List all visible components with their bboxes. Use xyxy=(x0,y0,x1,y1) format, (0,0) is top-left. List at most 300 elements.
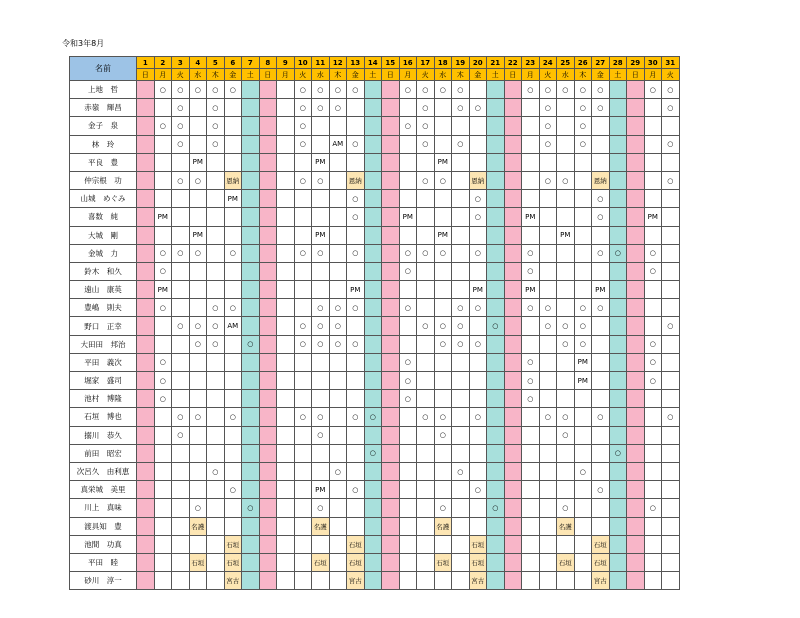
schedule-cell xyxy=(574,535,592,553)
schedule-cell xyxy=(452,390,470,408)
schedule-cell xyxy=(539,244,557,262)
schedule-cell xyxy=(277,444,295,462)
schedule-cell xyxy=(347,99,365,117)
schedule-cell xyxy=(347,372,365,390)
schedule-cell xyxy=(452,117,470,135)
schedule-cell xyxy=(434,281,452,299)
schedule-cell xyxy=(627,281,645,299)
schedule-cell xyxy=(294,517,312,535)
schedule-cell xyxy=(154,426,172,444)
schedule-cell xyxy=(504,190,522,208)
staff-row xyxy=(70,208,680,226)
schedule-cell xyxy=(574,444,592,462)
schedule-cell xyxy=(294,481,312,499)
schedule-cell: ○ xyxy=(347,135,365,153)
schedule-cell xyxy=(592,499,610,517)
schedule-cell: 宮古 xyxy=(347,572,365,590)
schedule-cell xyxy=(294,390,312,408)
schedule-cell xyxy=(259,353,277,371)
schedule-cell: ○ xyxy=(609,244,627,262)
weekday-header-cell: 金 xyxy=(592,69,610,81)
schedule-cell: ○ xyxy=(469,408,487,426)
schedule-cell xyxy=(172,153,190,171)
schedule-cell xyxy=(137,572,155,590)
date-header-cell: 23 xyxy=(522,57,540,69)
schedule-cell xyxy=(137,462,155,480)
schedule-cell xyxy=(487,372,505,390)
schedule-cell xyxy=(259,190,277,208)
schedule-cell: ○ xyxy=(452,462,470,480)
schedule-cell xyxy=(452,572,470,590)
date-header-cell: 1 xyxy=(137,57,155,69)
schedule-cell: ○ xyxy=(609,444,627,462)
schedule-cell xyxy=(574,572,592,590)
schedule-cell xyxy=(277,535,295,553)
schedule-cell xyxy=(504,535,522,553)
schedule-cell xyxy=(574,171,592,189)
staff-row xyxy=(70,335,680,353)
schedule-cell: ○ xyxy=(417,408,435,426)
schedule-cell xyxy=(557,444,575,462)
staff-name: 金子 泉 xyxy=(70,117,137,135)
schedule-cell xyxy=(539,208,557,226)
schedule-cell xyxy=(364,99,382,117)
schedule-cell xyxy=(609,117,627,135)
schedule-cell xyxy=(294,226,312,244)
schedule-cell xyxy=(329,208,347,226)
schedule-cell xyxy=(259,208,277,226)
schedule-cell: ○ xyxy=(469,481,487,499)
schedule-cell xyxy=(399,153,417,171)
schedule-cell xyxy=(277,426,295,444)
schedule-cell: ○ xyxy=(329,99,347,117)
schedule-cell xyxy=(329,517,347,535)
schedule-cell xyxy=(539,553,557,571)
schedule-cell xyxy=(294,262,312,280)
schedule-cell xyxy=(207,208,225,226)
schedule-cell xyxy=(137,353,155,371)
staff-name: 搦川 恭久 xyxy=(70,426,137,444)
schedule-cell xyxy=(277,372,295,390)
schedule-cell xyxy=(504,81,522,99)
schedule-cell xyxy=(154,572,172,590)
weekday-header-cell: 日 xyxy=(382,69,400,81)
schedule-cell: ○ xyxy=(399,299,417,317)
schedule-cell xyxy=(417,281,435,299)
schedule-cell xyxy=(242,226,260,244)
schedule-cell: PM xyxy=(574,372,592,390)
schedule-cell: ○ xyxy=(417,317,435,335)
schedule-cell xyxy=(644,535,662,553)
weekday-header-cell: 金 xyxy=(347,69,365,81)
weekday-header-cell: 日 xyxy=(504,69,522,81)
schedule-cell: ○ xyxy=(434,499,452,517)
schedule-cell: ○ xyxy=(347,190,365,208)
schedule-cell: 宮古 xyxy=(224,572,242,590)
schedule-cell xyxy=(172,444,190,462)
schedule-cell: ○ xyxy=(644,353,662,371)
weekday-header-cell: 日 xyxy=(137,69,155,81)
schedule-cell xyxy=(627,135,645,153)
schedule-cell xyxy=(504,444,522,462)
schedule-cell: ○ xyxy=(242,335,260,353)
schedule-cell xyxy=(399,572,417,590)
schedule-cell xyxy=(259,499,277,517)
schedule-cell xyxy=(487,462,505,480)
staff-row xyxy=(70,81,680,99)
schedule-cell xyxy=(417,335,435,353)
name-column-header: 名前 xyxy=(70,57,137,81)
schedule-cell: ○ xyxy=(294,408,312,426)
schedule-cell xyxy=(627,208,645,226)
schedule-cell: ○ xyxy=(417,244,435,262)
schedule-cell xyxy=(539,335,557,353)
schedule-cell xyxy=(627,226,645,244)
schedule-cell xyxy=(382,462,400,480)
schedule-cell: ○ xyxy=(662,317,680,335)
schedule-cell: ○ xyxy=(399,262,417,280)
schedule-cell xyxy=(154,99,172,117)
schedule-cell xyxy=(609,81,627,99)
schedule-cell xyxy=(137,117,155,135)
schedule-cell: ○ xyxy=(592,99,610,117)
staff-row xyxy=(70,372,680,390)
schedule-cell xyxy=(382,171,400,189)
schedule-cell xyxy=(557,117,575,135)
schedule-cell xyxy=(207,153,225,171)
schedule-cell xyxy=(259,462,277,480)
schedule-cell xyxy=(627,408,645,426)
schedule-cell xyxy=(522,408,540,426)
schedule-cell xyxy=(504,171,522,189)
schedule-cell xyxy=(154,190,172,208)
schedule-cell xyxy=(189,135,207,153)
schedule-cell xyxy=(627,299,645,317)
schedule-cell xyxy=(277,281,295,299)
date-header-cell: 18 xyxy=(434,57,452,69)
schedule-cell xyxy=(224,426,242,444)
schedule-cell xyxy=(382,190,400,208)
date-header-cell: 30 xyxy=(644,57,662,69)
schedule-cell xyxy=(644,317,662,335)
schedule-cell: ○ xyxy=(574,462,592,480)
schedule-cell xyxy=(487,517,505,535)
schedule-cell: PM xyxy=(557,226,575,244)
schedule-cell xyxy=(137,299,155,317)
schedule-cell: ○ xyxy=(434,171,452,189)
schedule-cell: ○ xyxy=(434,317,452,335)
schedule-cell xyxy=(294,190,312,208)
schedule-cell xyxy=(522,481,540,499)
schedule-cell: ○ xyxy=(294,117,312,135)
schedule-cell xyxy=(242,81,260,99)
staff-name: 前田 昭宏 xyxy=(70,444,137,462)
schedule-cell xyxy=(487,299,505,317)
schedule-cell xyxy=(382,335,400,353)
schedule-cell xyxy=(522,535,540,553)
schedule-cell xyxy=(609,262,627,280)
schedule-cell xyxy=(434,353,452,371)
schedule-cell xyxy=(207,444,225,462)
schedule-cell: ○ xyxy=(574,81,592,99)
schedule-cell: ○ xyxy=(294,317,312,335)
schedule-cell xyxy=(627,353,645,371)
schedule-cell xyxy=(154,226,172,244)
schedule-cell xyxy=(189,535,207,553)
staff-name: 川上 真味 xyxy=(70,499,137,517)
schedule-cell: ○ xyxy=(539,317,557,335)
schedule-cell xyxy=(259,390,277,408)
weekday-header-cell: 水 xyxy=(434,69,452,81)
schedule-cell: ○ xyxy=(399,372,417,390)
schedule-cell: ○ xyxy=(312,244,330,262)
schedule-cell: ○ xyxy=(312,317,330,335)
schedule-cell xyxy=(592,135,610,153)
schedule-cell xyxy=(417,444,435,462)
schedule-cell: ○ xyxy=(154,353,172,371)
schedule-cell: ○ xyxy=(207,462,225,480)
schedule-cell xyxy=(189,99,207,117)
schedule-cell: 石垣 xyxy=(312,553,330,571)
schedule-cell xyxy=(592,262,610,280)
schedule-cell: ○ xyxy=(557,171,575,189)
schedule-cell xyxy=(189,481,207,499)
schedule-cell xyxy=(172,553,190,571)
schedule-cell xyxy=(627,262,645,280)
weekday-header-cell: 土 xyxy=(364,69,382,81)
schedule-cell xyxy=(224,99,242,117)
schedule-cell: ○ xyxy=(539,408,557,426)
staff-row xyxy=(70,462,680,480)
schedule-cell: PM xyxy=(592,281,610,299)
schedule-cell: AM xyxy=(224,317,242,335)
schedule-cell xyxy=(504,117,522,135)
schedule-cell: ○ xyxy=(329,335,347,353)
weekday-header-row xyxy=(70,69,680,81)
schedule-cell xyxy=(627,553,645,571)
schedule-cell xyxy=(137,99,155,117)
schedule-cell: ○ xyxy=(172,99,190,117)
schedule-cell xyxy=(382,390,400,408)
weekday-header-cell: 水 xyxy=(189,69,207,81)
schedule-cell: ○ xyxy=(539,171,557,189)
schedule-cell xyxy=(224,353,242,371)
schedule-cell xyxy=(172,335,190,353)
schedule-cell: ○ xyxy=(644,244,662,262)
schedule-cell xyxy=(154,153,172,171)
schedule-cell xyxy=(592,426,610,444)
schedule-cell: ○ xyxy=(189,81,207,99)
schedule-cell xyxy=(172,299,190,317)
schedule-cell xyxy=(277,81,295,99)
schedule-cell xyxy=(364,353,382,371)
schedule-cell: ○ xyxy=(452,299,470,317)
schedule-cell xyxy=(487,572,505,590)
schedule-cell xyxy=(627,444,645,462)
schedule-cell xyxy=(574,553,592,571)
schedule-cell: ○ xyxy=(312,335,330,353)
schedule-cell xyxy=(364,281,382,299)
schedule-cell: ○ xyxy=(592,408,610,426)
schedule-cell xyxy=(557,572,575,590)
schedule-cell xyxy=(557,281,575,299)
schedule-cell xyxy=(434,572,452,590)
schedule-cell: ○ xyxy=(207,335,225,353)
schedule-cell xyxy=(154,481,172,499)
schedule-cell xyxy=(364,208,382,226)
schedule-cell: 宮古 xyxy=(469,572,487,590)
schedule-cell: ○ xyxy=(329,317,347,335)
schedule-cell xyxy=(277,117,295,135)
schedule-cell xyxy=(644,135,662,153)
schedule-cell: ○ xyxy=(452,81,470,99)
schedule-cell xyxy=(434,262,452,280)
schedule-cell xyxy=(277,335,295,353)
schedule-cell xyxy=(382,426,400,444)
schedule-cell xyxy=(382,372,400,390)
schedule-cell xyxy=(364,226,382,244)
schedule-cell xyxy=(364,317,382,335)
schedule-cell: ○ xyxy=(592,244,610,262)
schedule-cell: ○ xyxy=(452,135,470,153)
schedule-cell xyxy=(137,208,155,226)
schedule-cell xyxy=(399,408,417,426)
schedule-cell xyxy=(277,262,295,280)
schedule-cell xyxy=(504,572,522,590)
schedule-cell: ○ xyxy=(294,244,312,262)
schedule-cell xyxy=(487,171,505,189)
schedule-cell: ○ xyxy=(592,190,610,208)
staff-name: 大城 剛 xyxy=(70,226,137,244)
staff-row xyxy=(70,499,680,517)
staff-name: 次呂久 由利恵 xyxy=(70,462,137,480)
schedule-cell xyxy=(277,244,295,262)
schedule-cell xyxy=(189,281,207,299)
schedule-cell xyxy=(277,390,295,408)
schedule-cell xyxy=(294,535,312,553)
schedule-cell: ○ xyxy=(522,262,540,280)
schedule-cell xyxy=(504,208,522,226)
schedule-cell xyxy=(469,372,487,390)
schedule-cell xyxy=(224,462,242,480)
schedule-cell xyxy=(312,262,330,280)
schedule-cell xyxy=(539,426,557,444)
schedule-cell xyxy=(189,208,207,226)
schedule-cell xyxy=(399,171,417,189)
schedule-cell xyxy=(609,426,627,444)
schedule-cell xyxy=(259,171,277,189)
schedule-cell xyxy=(487,426,505,444)
schedule-cell xyxy=(207,390,225,408)
schedule-cell xyxy=(224,153,242,171)
schedule-cell xyxy=(137,390,155,408)
schedule-cell: 恩納 xyxy=(592,171,610,189)
schedule-cell xyxy=(627,153,645,171)
schedule-cell: 石垣 xyxy=(469,553,487,571)
schedule-cell xyxy=(662,117,680,135)
schedule-cell xyxy=(399,135,417,153)
staff-row xyxy=(70,262,680,280)
schedule-cell: ○ xyxy=(154,117,172,135)
schedule-cell xyxy=(452,372,470,390)
schedule-cell: ○ xyxy=(399,117,417,135)
staff-name: 平良 豊 xyxy=(70,153,137,171)
schedule-cell xyxy=(662,462,680,480)
schedule-cell xyxy=(539,372,557,390)
staff-row xyxy=(70,553,680,571)
schedule-cell xyxy=(504,317,522,335)
schedule-cell xyxy=(312,444,330,462)
weekday-header-cell: 水 xyxy=(557,69,575,81)
schedule-cell xyxy=(347,444,365,462)
schedule-cell: ○ xyxy=(207,299,225,317)
schedule-cell xyxy=(154,317,172,335)
schedule-cell xyxy=(487,81,505,99)
weekday-header-cell: 月 xyxy=(644,69,662,81)
schedule-cell xyxy=(277,190,295,208)
schedule-cell xyxy=(329,244,347,262)
schedule-cell xyxy=(609,481,627,499)
schedule-cell: ○ xyxy=(207,81,225,99)
staff-row xyxy=(70,353,680,371)
schedule-cell: ○ xyxy=(574,135,592,153)
schedule-cell xyxy=(557,462,575,480)
staff-name: 砂川 淳一 xyxy=(70,572,137,590)
schedule-cell xyxy=(539,481,557,499)
schedule-cell: ○ xyxy=(207,99,225,117)
schedule-cell xyxy=(487,117,505,135)
schedule-cell xyxy=(417,462,435,480)
schedule-cell xyxy=(329,553,347,571)
schedule-cell xyxy=(434,299,452,317)
schedule-cell xyxy=(172,535,190,553)
schedule-cell xyxy=(207,572,225,590)
schedule-cell: ○ xyxy=(312,499,330,517)
schedule-cell xyxy=(627,535,645,553)
schedule-cell: ○ xyxy=(294,81,312,99)
schedule-cell xyxy=(189,299,207,317)
schedule-cell: 石垣 xyxy=(434,553,452,571)
staff-name: 大田田 邦治 xyxy=(70,335,137,353)
schedule-cell xyxy=(189,572,207,590)
schedule-cell xyxy=(662,208,680,226)
schedule-cell xyxy=(522,171,540,189)
schedule-cell xyxy=(242,553,260,571)
schedule-cell xyxy=(522,462,540,480)
schedule-cell xyxy=(242,135,260,153)
schedule-cell xyxy=(259,408,277,426)
schedule-cell xyxy=(574,408,592,426)
date-header-cell: 8 xyxy=(259,57,277,69)
schedule-cell: ○ xyxy=(487,317,505,335)
schedule-cell xyxy=(487,390,505,408)
schedule-cell xyxy=(452,208,470,226)
staff-name: 平田 睦 xyxy=(70,553,137,571)
schedule-cell xyxy=(609,317,627,335)
schedule-cell xyxy=(172,353,190,371)
schedule-cell xyxy=(189,462,207,480)
schedule-cell: ○ xyxy=(434,81,452,99)
schedule-cell xyxy=(417,299,435,317)
schedule-cell: ○ xyxy=(312,408,330,426)
schedule-cell: 石垣 xyxy=(347,535,365,553)
schedule-cell xyxy=(609,535,627,553)
schedule-cell xyxy=(609,517,627,535)
schedule-cell: ○ xyxy=(154,299,172,317)
schedule-cell xyxy=(294,208,312,226)
weekday-header-cell: 月 xyxy=(154,69,172,81)
schedule-cell xyxy=(207,408,225,426)
